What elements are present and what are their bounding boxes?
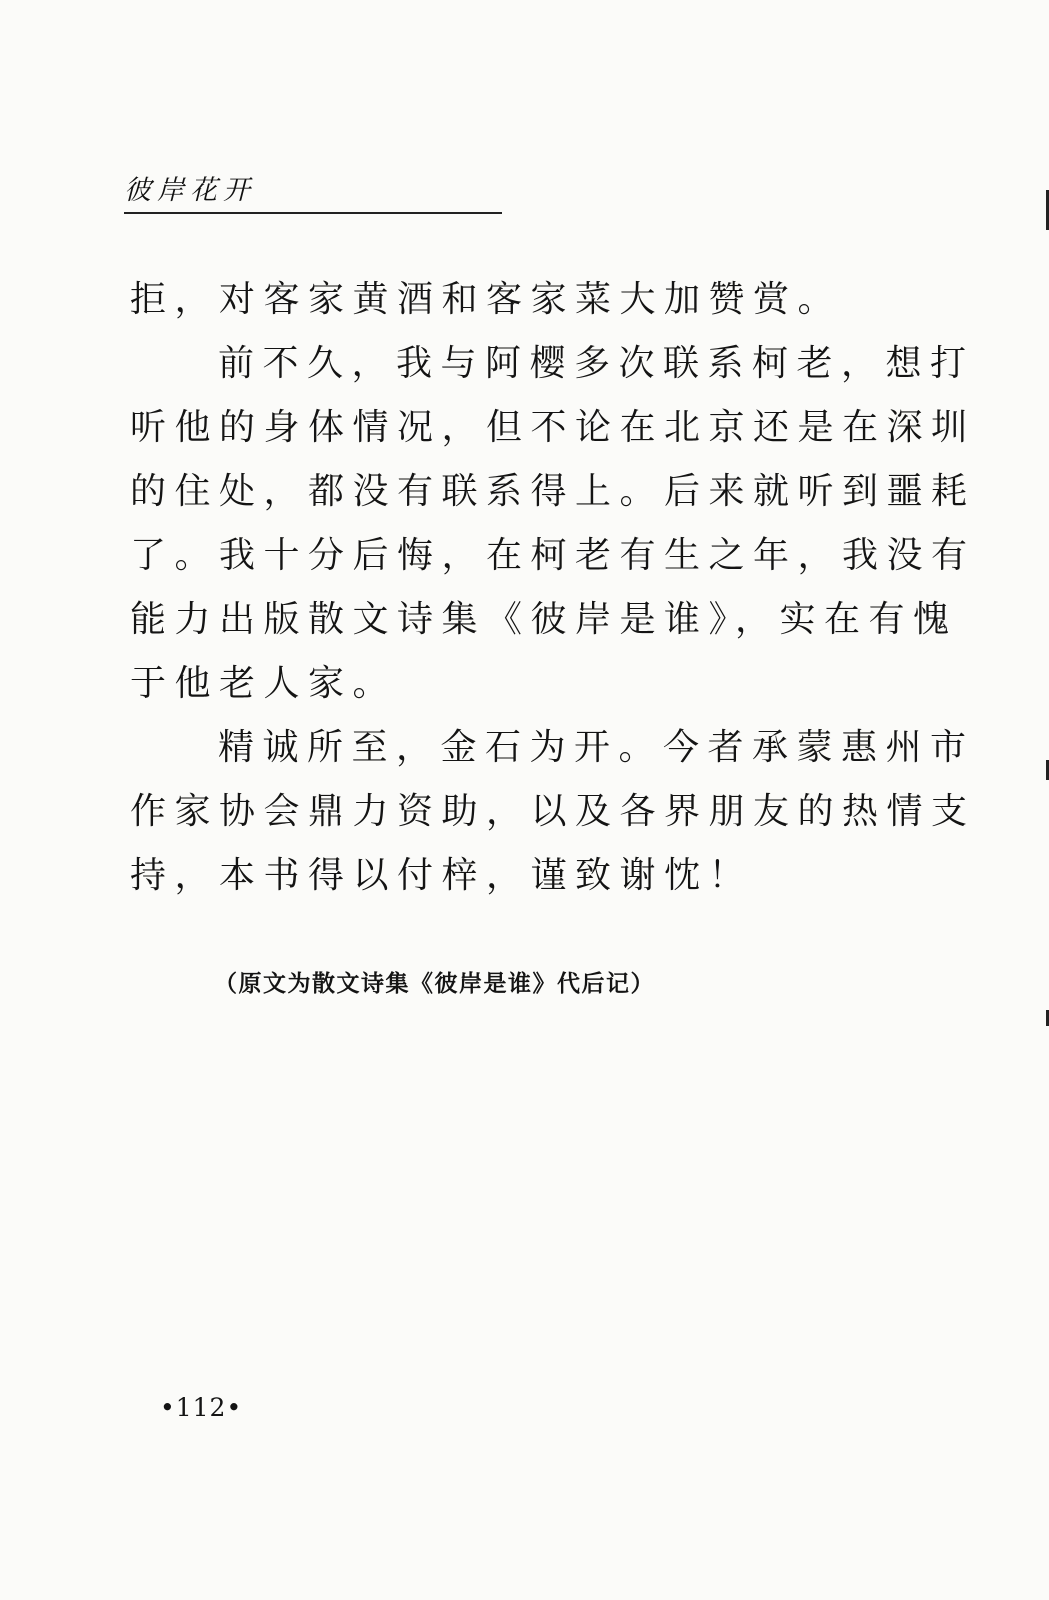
running-header-title: 彼岸花开: [124, 175, 256, 206]
body-line: 听他的身体情况，但不论在北京还是在深圳: [130, 407, 976, 448]
body-line: 持，本书得以付梓，谨致谢忱！: [130, 855, 754, 896]
page-number: •112•: [160, 1393, 243, 1422]
header-rule: [124, 212, 502, 214]
body-line: 前不久，我与阿樱多次联系柯老，想打: [218, 343, 975, 384]
body-line: 拒，对客家黄酒和客家菜大加赞赏。: [130, 279, 843, 320]
body-line: 能力出版散文诗集《彼岸是谁》，实在有愧: [130, 599, 958, 640]
source-note: （原文为散文诗集《彼岸是谁》代后记）: [214, 970, 655, 997]
body-line: 作家协会鼎力资助，以及各界朋友的热情支: [130, 791, 976, 832]
body-line: 了。我十分后悔，在柯老有生之年，我没有: [130, 535, 976, 576]
body-text: [130, 268, 976, 908]
body-line: 于他老人家。: [130, 663, 398, 704]
body-line: 精诚所至，金石为开。今者承蒙惠州市: [218, 727, 975, 768]
body-line: 的住处，都没有联系得上。后来就听到噩耗: [130, 471, 976, 512]
